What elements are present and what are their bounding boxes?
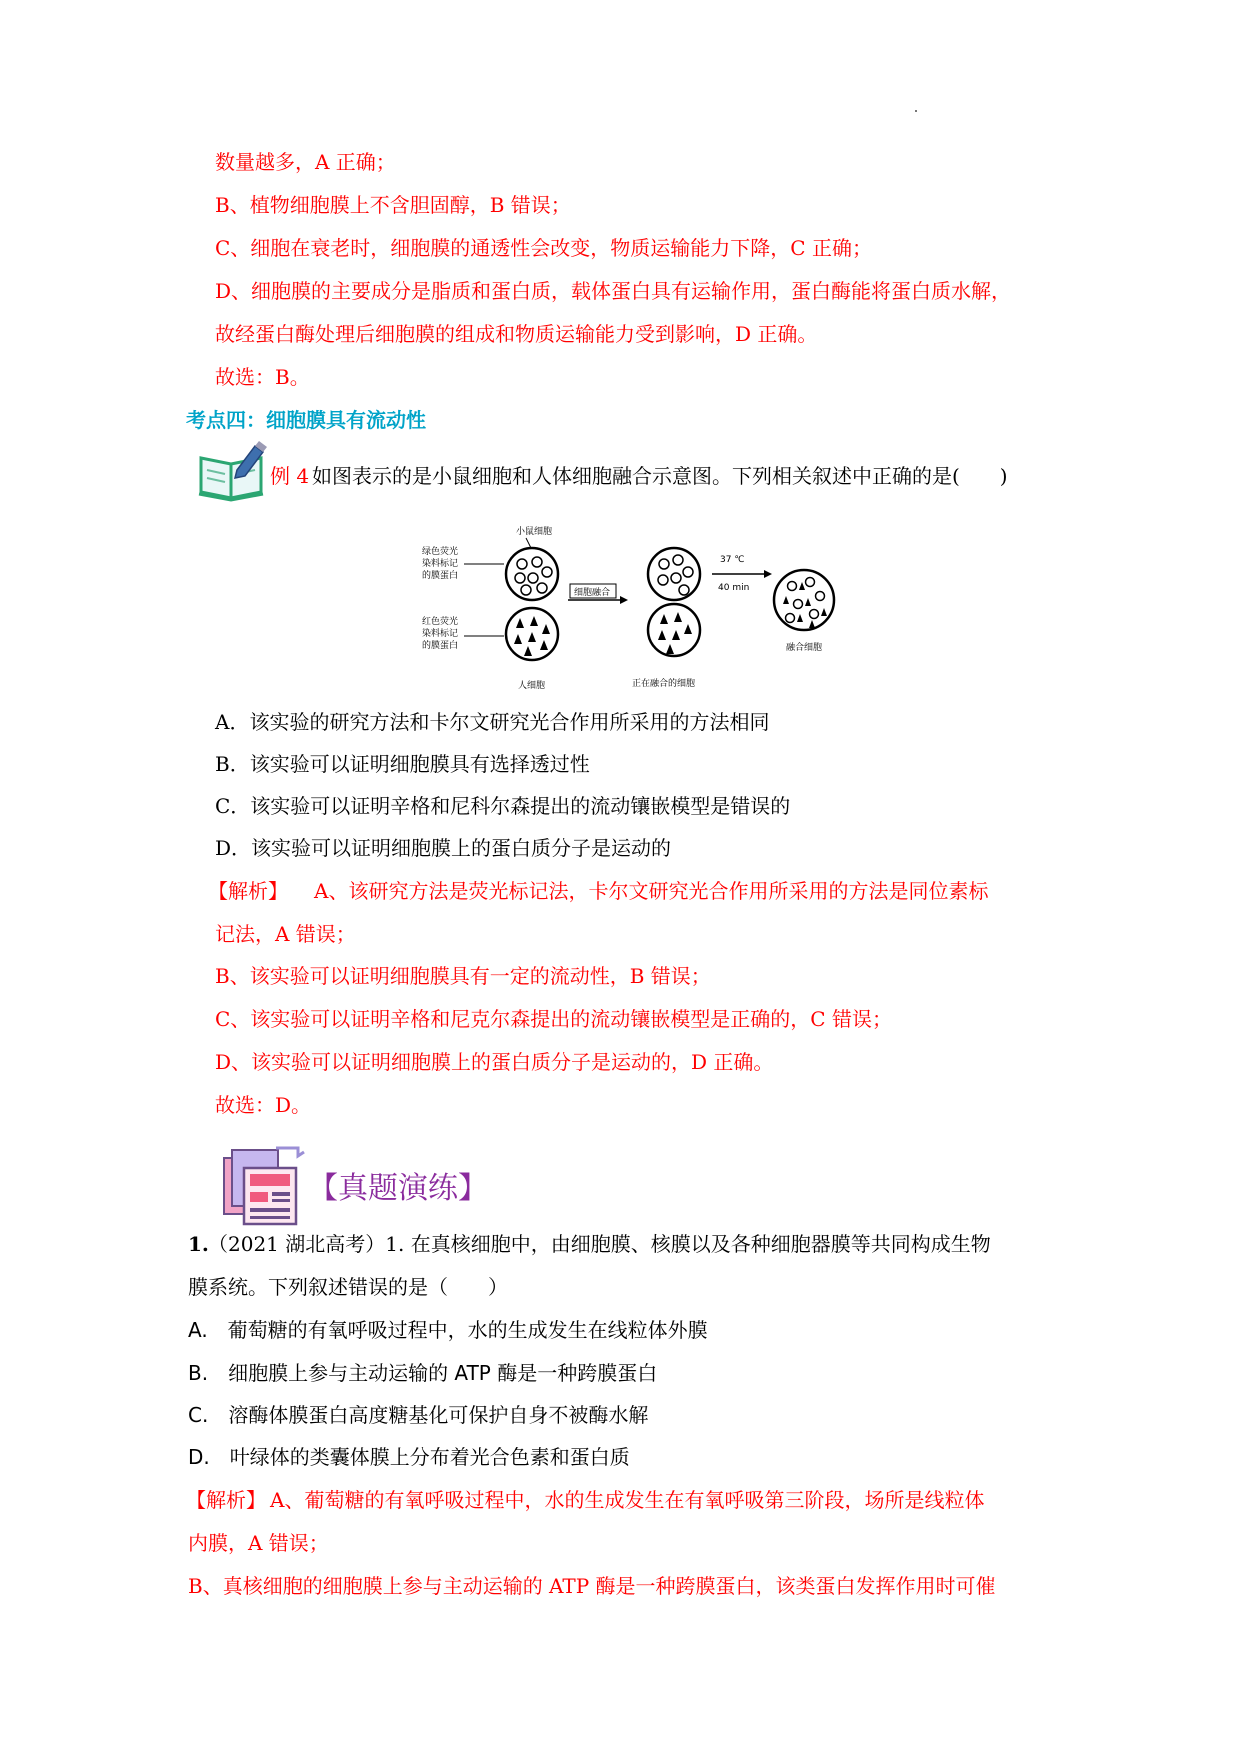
- q1-option-b: B. 细胞膜上参与主动运输的 ATP 酶是一种跨膜蛋白: [188, 1361, 658, 1385]
- practice-heading: 【真题演练】: [308, 1171, 488, 1206]
- documents-icon: [222, 1146, 306, 1226]
- q1-option-c: C. 溶酶体膜蛋白高度糖基化可保护自身不被酶水解: [188, 1403, 649, 1427]
- example-label: 例 4: [270, 464, 310, 488]
- analysis-line: B、该实验可以证明细胞膜具有一定的流动性，B 错误；: [215, 964, 711, 988]
- page-dot: [915, 110, 917, 112]
- analysis-line: A、该研究方法是荧光标记法，卡尔文研究光合作用所采用的方法是同位素标: [314, 879, 989, 903]
- red-label-1: 红色荧光: [422, 617, 459, 627]
- analysis-line: B、真核细胞的细胞膜上参与主动运输的 ATP 酶是一种跨膜蛋白，该类蛋白发挥作用时可催: [188, 1574, 996, 1598]
- book-pencil-icon: [197, 440, 269, 502]
- analysis-line: D、细胞膜的主要成分是脂质和蛋白质，载体蛋白具有运输作用，蛋白酶能将蛋白质水解，: [215, 279, 1012, 303]
- option-c: C．该实验可以证明辛格和尼科尔森提出的流动镶嵌模型是错误的: [215, 794, 791, 818]
- option-d: D．该实验可以证明细胞膜上的蛋白质分子是运动的: [215, 836, 672, 860]
- question-number: 1.: [188, 1232, 209, 1256]
- question-stem: （2021 湖北高考）1. 在真核细胞中，由细胞膜、核膜以及各种细胞器膜等共同构成生物: [208, 1232, 991, 1256]
- green-label-2: 染料标记: [422, 559, 459, 569]
- analysis-line: C、该实验可以证明辛格和尼克尔森提出的流动镶嵌模型是正确的，C 错误；: [215, 1007, 892, 1031]
- analysis-line: B、植物细胞膜上不含胆固醇，B 错误；: [215, 193, 571, 217]
- temperature-label: 37 ℃: [720, 555, 745, 565]
- analysis-line: 记法，A 错误；: [215, 922, 356, 946]
- cell-fusion-figure: [420, 520, 840, 692]
- answer-line: 故选：D。: [215, 1093, 312, 1117]
- analysis-line: C、细胞在衰老时，细胞膜的通透性会改变，物质运输能力下降，C 正确；: [215, 236, 872, 260]
- green-label-3: 的膜蛋白: [422, 571, 459, 581]
- option-a: A．该实验的研究方法和卡尔文研究光合作用所采用的方法相同: [215, 710, 770, 734]
- option-b: B．该实验可以证明细胞膜具有选择透过性: [215, 752, 590, 776]
- mouse-cell-label: 小鼠细胞: [516, 527, 553, 537]
- time-label: 40 min: [718, 583, 750, 593]
- analysis-line: A、葡萄糖的有氧呼吸过程中，水的生成发生在有氧呼吸第三阶段，场所是线粒体: [270, 1488, 985, 1512]
- q1-option-d: D. 叶绿体的类囊体膜上分布着光合色素和蛋白质: [188, 1445, 630, 1469]
- human-cell-label: 人细胞: [518, 681, 546, 691]
- fusing-cell-label: 正在融合的细胞: [632, 679, 696, 689]
- example-question: 如图表示的是小鼠细胞和人体细胞融合示意图。下列相关叙述中正确的是( ): [312, 464, 1008, 488]
- analysis-line: D、该实验可以证明细胞膜上的蛋白质分子是运动的，D 正确。: [215, 1050, 774, 1074]
- fusion-arrow-label: 细胞融合: [574, 588, 611, 598]
- q1-option-a: A. 葡萄糖的有氧呼吸过程中，水的生成发生在线粒体外膜: [188, 1318, 708, 1342]
- analysis-label: 【解析】: [186, 1488, 266, 1512]
- fused-cell-label: 融合细胞: [786, 643, 823, 653]
- analysis-line: 故经蛋白酶处理后细胞膜的组成和物质运输能力受到影响，D 正确。: [215, 322, 818, 346]
- section-title: 考点四：细胞膜具有流动性: [186, 408, 426, 432]
- red-label-3: 的膜蛋白: [422, 641, 459, 651]
- analysis-label: 【解析】: [208, 879, 288, 903]
- analysis-line: 数量越多，A 正确；: [215, 150, 396, 174]
- answer-line: 故选：B。: [215, 365, 310, 389]
- question-stem: 膜系统。下列叙述错误的是（ ）: [188, 1275, 508, 1299]
- analysis-line: 内膜，A 错误；: [188, 1531, 329, 1555]
- green-label-1: 绿色荧光: [422, 547, 459, 557]
- red-label-2: 染料标记: [422, 629, 459, 639]
